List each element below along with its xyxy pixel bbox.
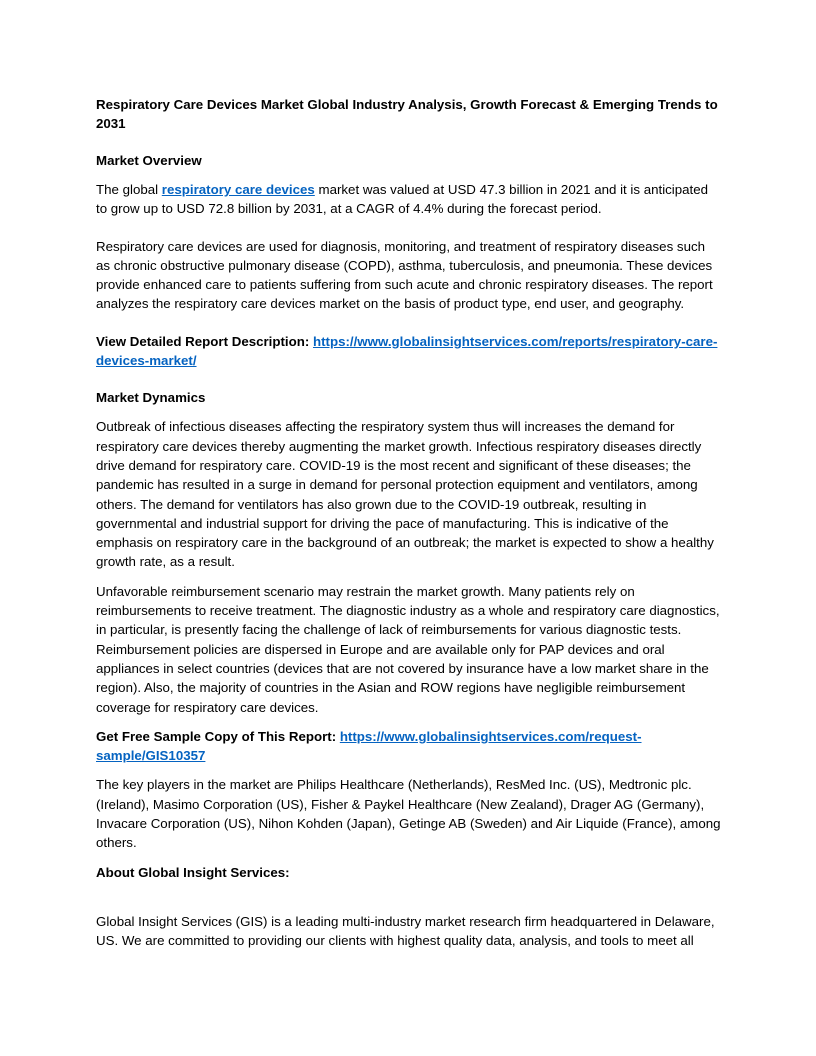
market-overview-paragraph-2: Respiratory care devices are used for diagnosis, monitoring, and treatment of respiratory diseases such as chronic obstructive pulmonary disease (COPD), asthma, tuberculosis, and pneumonia. These devices provide enhanced care to patients suffering from such acute and chronic respiratory diseases. The report analyzes the respiratory care devices market on the basis of product type, end user, and geography. — [96, 238, 713, 312]
market-dynamics-paragraph-2: Unfavorable reimbursement scenario may restrain the market growth. Many patients rely on reimbursements to receive treatment. The diagnostic industry as a whole and respiratory care diagnostics, in particular, is presently facing the challenge of lack of reimbursements for various diagnostic tests. Reimbursement policies are dispersed in Europe and are available only for PAP devices and oral appliances in select countries (devices that are not covered by insurance have a low market share in the region). Also, the majority of countries in the Asian and ROW regions have negligible reimbursement coverage for respiratory care devices. — [96, 583, 720, 715]
sample-copy-label: Get Free Sample Copy of This Report: — [96, 728, 340, 744]
document-title: Respiratory Care Devices Market Global Industry Analysis, Growth Forecast & Emerging Trends to 2031 — [96, 97, 718, 131]
report-description-label: View Detailed Report Description: — [96, 333, 313, 349]
spacer — [96, 892, 722, 912]
sample-copy-line — [96, 727, 722, 766]
market-overview-paragraph-1 — [96, 180, 722, 219]
respiratory-care-devices-link[interactable]: respiratory care devices — [161, 182, 315, 197]
report-description-line — [96, 332, 722, 371]
overview-text-before-link: The global — [96, 182, 162, 197]
sample-copy-link[interactable]: https://www.globalinsightservices.com/request-sample/GIS10357 — [96, 728, 642, 764]
market-overview-heading: Market Overview — [96, 153, 202, 168]
overview-text-after-link: market was valued at USD 47.3 billion in 2021 and it is anticipated to grow up to USD 72.8 billion by 2031, at a CAGR of 4.4% during the forecast period. — [96, 182, 709, 217]
report-description-link[interactable]: https://www.globalinsightservices.com/reports/respiratory-care-devices-market/ — [96, 333, 718, 369]
about-heading: About Global Insight Services: — [96, 864, 290, 880]
about-paragraph: Global Insight Services (GIS) is a leading multi-industry market research firm headquartered in Delaware, US. We are committed to providing our clients with highest quality data, analysis, and tools to meet all — [96, 913, 715, 948]
key-players-paragraph: The key players in the market are Philips Healthcare (Netherlands), ResMed Inc. (US), Medtronic plc. (Ireland), Masimo Corporation (US), Fisher & Paykel Healthcare (New Zealand), Drager AG (Germany), Invacare Corporation (US), Nihon Kohden (Japan), Getinge AB (Sweden) and Air Liquide (France), among others. — [96, 777, 721, 851]
market-dynamics-heading: Market Dynamics — [96, 390, 206, 406]
market-dynamics-paragraph-1: Outbreak of infectious diseases affecting the respiratory system thus will increases the demand for respiratory care devices thereby augmenting the market growth. Infectious respiratory diseases directly drive demand for respiratory care. COVID-19 is the most recent and significant of these diseases; the pandemic has resulted in a surge in demand for personal protection equipment and ventilators, among others. The demand for ventilators has also grown due to the COVID-19 outbreak, resulting in governmental and industrial support for driving the pace of manufacturing. This is indicative of the emphasis on respiratory care in the background of an outbreak; the market is expected to show a healthy growth rate, as a result. — [96, 419, 714, 570]
document-page — [96, 95, 722, 968]
